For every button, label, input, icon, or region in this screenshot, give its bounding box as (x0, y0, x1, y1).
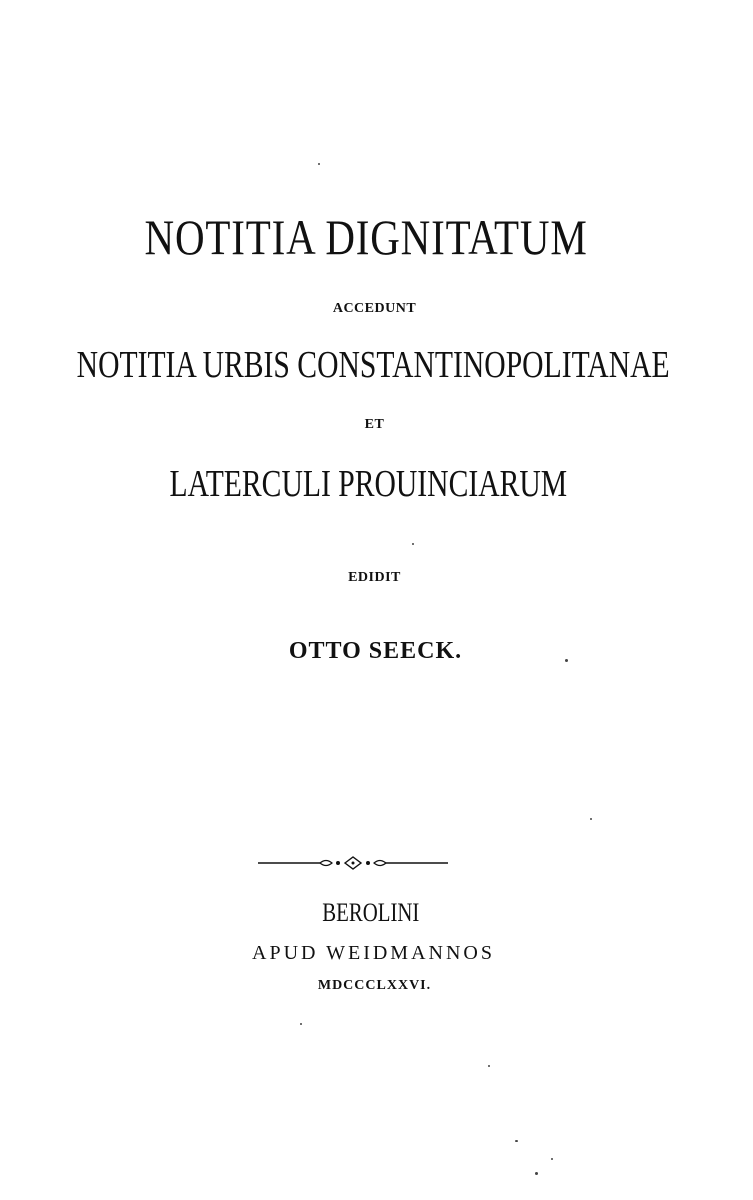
scan-speck (412, 543, 414, 545)
imprint-publisher: APUD WEIDMANNOS (252, 942, 495, 964)
scan-speck (590, 818, 592, 820)
scan-speck (565, 659, 568, 662)
scan-speck (300, 1023, 302, 1025)
edidit-label: EDIDIT (348, 570, 401, 585)
ornamental-rule-icon (258, 855, 448, 871)
imprint-place: BEROLINI (322, 898, 420, 927)
author-name: OTTO SEECK. (288, 638, 463, 664)
scan-speck (551, 1158, 553, 1160)
imprint-year: MDCCCLXXVI. (317, 978, 432, 993)
book-title: NOTITIA DIGNITATUM (144, 209, 588, 265)
scan-speck (535, 1172, 538, 1175)
scan-speck (488, 1065, 490, 1067)
scan-speck (515, 1140, 518, 1142)
accedunt-label: ACCEDUNT (332, 301, 417, 316)
subtitle: NOTITIA URBIS CONSTANTINOPOLITANAE (76, 344, 670, 386)
et-label: ET (364, 417, 385, 432)
second-subtitle: LATERCULI PROUINCIARUM (169, 463, 568, 505)
scan-speck (318, 163, 320, 165)
